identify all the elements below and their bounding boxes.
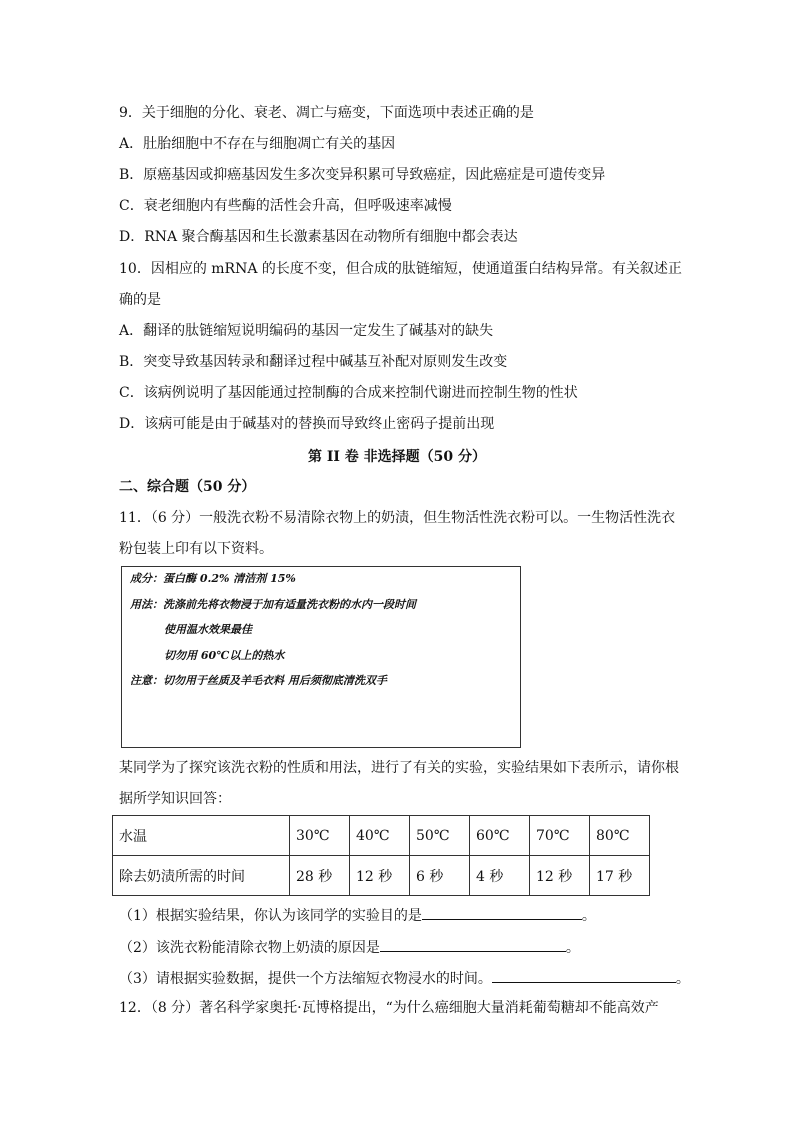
q10-stem-line2: 确的是: [119, 292, 161, 308]
table-label-water-temp: 水温: [113, 816, 290, 856]
q10-option-d: D．该病可能是由于碱基对的替换而导致终止密码子提前出现: [119, 416, 495, 432]
q10-option-b: B．突变导致基因转录和翻译过程中碱基互补配对原则发生改变: [119, 354, 508, 370]
q11-intro-line2: 据所学知识回答：: [119, 791, 231, 807]
q9-option-b: B．原癌基因或抑癌基因发生多次变异积累可导致癌症，因此癌症是可遗传变异: [119, 167, 606, 183]
table-cell: 80℃: [590, 816, 650, 856]
table-cell: 4 秒: [470, 856, 530, 896]
q11-sub3: [119, 968, 690, 988]
q11-sub2-text: （2）该洗衣粉能清除衣物上奶渍的原因是: [119, 940, 380, 956]
q11-stem-line2: 粉包装上印有以下资料。: [119, 541, 273, 557]
q11-sub3-text: （3）请根据实验数据，提供一个方法缩短衣物浸水的时间。: [119, 971, 492, 987]
q9-option-a: A．肚胎细胞中不存在与细胞凋亡有关的基因: [119, 136, 396, 152]
box-line-caution: 注意：切勿用于丝质及羊毛衣料 用后须彻底清洗双手: [130, 674, 387, 687]
box-line-warm-water: 使用温水效果最佳: [164, 623, 252, 636]
q11-sub2: [119, 937, 580, 957]
answer-blank-3[interactable]: [492, 968, 676, 983]
q12-stem-line1: 12．（8 分）著名科学家奥托·瓦博格提出，“为什么癌细胞大量消耗葡萄糖却不能高效产: [119, 1000, 659, 1016]
box-line-usage: 用法：洗涤前先将衣物浸于加有适量洗衣粉的水内一段时间: [130, 598, 416, 611]
box-line-no-hot-water: 切勿用 60℃以上的热水: [164, 649, 285, 662]
section2-heading: 二、综合题（50 分）: [119, 479, 256, 495]
q11-stem-line1: 11．（6 分）一般洗衣粉不易清除衣物上的奶渍，但生物活性洗衣粉可以。一生物活性洗衣: [119, 510, 676, 526]
answer-blank-2[interactable]: [380, 937, 566, 952]
table-cell: 60℃: [470, 816, 530, 856]
table-row: [113, 856, 650, 896]
period: 。: [581, 908, 596, 924]
table-cell: 17 秒: [590, 856, 650, 896]
part2-title: 第 II 卷 非选择题（50 分）: [307, 449, 487, 465]
box-line-ingredients: 成分：蛋白酶 0.2% 清洁剂 15%: [130, 572, 296, 585]
table-cell: 50℃: [410, 816, 470, 856]
table-row: [113, 816, 650, 856]
q10-option-c: C．该病例说明了基因能通过控制酶的合成来控制代谢进而控制生物的性状: [119, 385, 578, 401]
period: 。: [565, 940, 580, 956]
q9-stem: 9．关于细胞的分化、衰老、凋亡与癌变，下面选项中表述正确的是: [119, 105, 534, 121]
answer-blank-1[interactable]: [422, 905, 582, 920]
q11-intro-line1: 某同学为了探究该洗衣粉的性质和用法，进行了有关的实验，实验结果如下表所示，请你根: [119, 760, 679, 776]
table-cell: 28 秒: [290, 856, 350, 896]
table-cell: 6 秒: [410, 856, 470, 896]
table-label-removal-time: 除去奶渍所需的时间: [113, 856, 290, 896]
table-cell: 12 秒: [350, 856, 410, 896]
period: 。: [675, 971, 690, 987]
table-cell: 30℃: [290, 816, 350, 856]
detergent-label-box: [121, 566, 521, 748]
experiment-table: [112, 815, 650, 896]
table-cell: 40℃: [350, 816, 410, 856]
table-cell: 70℃: [530, 816, 590, 856]
table-cell: 12 秒: [530, 856, 590, 896]
q9-option-d: D．RNA 聚合酶基因和生长激素基因在动物所有细胞中都会表达: [119, 229, 518, 245]
q9-option-c: C．衰老细胞内有些酶的活性会升高，但呼吸速率减慢: [119, 198, 452, 214]
q10-option-a: A．翻译的肽链缩短说明编码的基因一定发生了碱基对的缺失: [119, 323, 494, 339]
q10-stem-line1: 10．因相应的 mRNA 的长度不变，但合成的肽链缩短，使通道蛋白结构异常。有关叙述正: [119, 261, 682, 277]
q11-sub1-text: （1）根据实验结果，你认为该同学的实验目的是: [119, 908, 422, 924]
q11-sub1: [119, 905, 596, 925]
